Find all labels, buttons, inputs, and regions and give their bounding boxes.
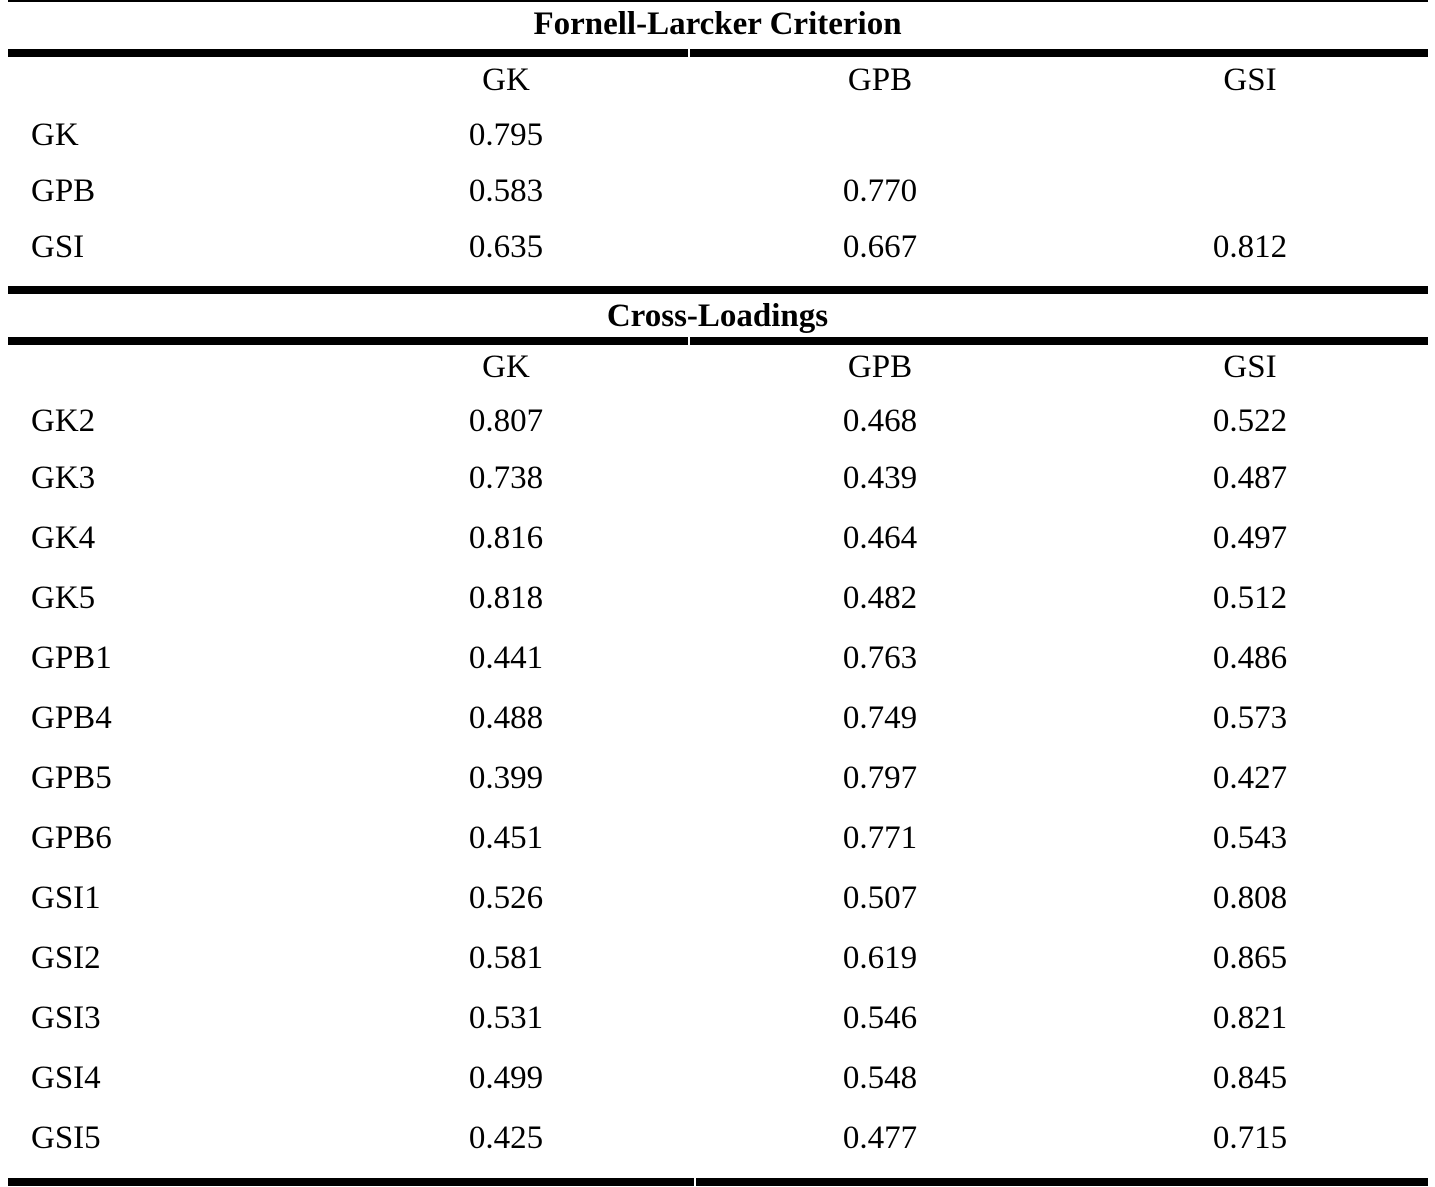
table-cell: 0.818 <box>468 580 544 616</box>
table-cell: 0.845 <box>1212 1060 1288 1096</box>
table-cell: 0.771 <box>842 820 918 856</box>
row-label: GSI4 <box>31 1060 101 1096</box>
row-label: GK3 <box>31 460 96 496</box>
table-cell: 0.715 <box>1212 1120 1288 1156</box>
column-header-gsi: GSI <box>1223 62 1277 98</box>
table-cell: 0.770 <box>842 173 918 209</box>
row-label: GK4 <box>31 520 96 556</box>
bottom-rule <box>8 1178 1428 1186</box>
row-label: GPB1 <box>31 640 112 676</box>
table-cell: 0.821 <box>1212 1000 1288 1036</box>
row-label: GPB6 <box>31 820 112 856</box>
column-header-gk: GK <box>482 349 530 385</box>
table-cell: 0.583 <box>468 173 544 209</box>
table-cell: 0.425 <box>468 1120 544 1156</box>
table-cell: 0.812 <box>1212 229 1288 265</box>
table-cell: 0.507 <box>842 880 918 916</box>
row-label: GSI3 <box>31 1000 101 1036</box>
table-cell: 0.546 <box>842 1000 918 1036</box>
top-rule <box>8 0 1428 2</box>
row-label: GK5 <box>31 580 96 616</box>
column-header-gpb: GPB <box>847 62 913 98</box>
table-cell: 0.573 <box>1212 700 1288 736</box>
row-label: GSI2 <box>31 940 101 976</box>
table-cell: 0.464 <box>842 520 918 556</box>
table-cell: 0.619 <box>842 940 918 976</box>
row-label: GSI <box>31 229 85 265</box>
table-cell: 0.795 <box>468 117 544 153</box>
table-cell: 0.497 <box>1212 520 1288 556</box>
cross-loadings-title: Cross-Loadings <box>606 298 829 334</box>
table-cell: 0.865 <box>1212 940 1288 976</box>
cross-loadings-top-rule <box>8 286 1428 294</box>
row-label: GPB4 <box>31 700 112 736</box>
table-cell: 0.816 <box>468 520 544 556</box>
table-cell: 0.439 <box>842 460 918 496</box>
table-cell: 0.486 <box>1212 640 1288 676</box>
table-cell: 0.531 <box>468 1000 544 1036</box>
table-cell: 0.807 <box>468 403 544 439</box>
table-cell: 0.763 <box>842 640 918 676</box>
table-cell: 0.635 <box>468 229 544 265</box>
table-cell: 0.441 <box>468 640 544 676</box>
row-label: GPB5 <box>31 760 112 796</box>
table-cell: 0.526 <box>468 880 544 916</box>
table-cell: 0.749 <box>842 700 918 736</box>
fornell-larcker-title: Fornell-Larcker Criterion <box>533 6 902 42</box>
table-cell: 0.738 <box>468 460 544 496</box>
column-header-gk: GK <box>482 62 530 98</box>
table-cell: 0.512 <box>1212 580 1288 616</box>
table-cell: 0.581 <box>468 940 544 976</box>
table-cell: 0.488 <box>468 700 544 736</box>
table-cell: 0.482 <box>842 580 918 616</box>
column-header-gpb: GPB <box>847 349 913 385</box>
table-cell: 0.548 <box>842 1060 918 1096</box>
table-cell: 0.399 <box>468 760 544 796</box>
table-cell: 0.468 <box>842 403 918 439</box>
row-label: GSI5 <box>31 1120 101 1156</box>
fornell-larcker-header-rule <box>8 49 1428 57</box>
cross-loadings-header-rule <box>8 337 1428 345</box>
table-cell: 0.797 <box>842 760 918 796</box>
row-label: GSI1 <box>31 880 101 916</box>
table-cell: 0.522 <box>1212 403 1288 439</box>
table-cell: 0.451 <box>468 820 544 856</box>
row-label: GPB <box>31 173 96 209</box>
column-header-gsi: GSI <box>1223 349 1277 385</box>
row-label: GK2 <box>31 403 96 439</box>
table-cell: 0.543 <box>1212 820 1288 856</box>
table-cell: 0.427 <box>1212 760 1288 796</box>
table-cell: 0.477 <box>842 1120 918 1156</box>
table-cell: 0.667 <box>842 229 918 265</box>
row-label: GK <box>31 117 79 153</box>
table-cell: 0.487 <box>1212 460 1288 496</box>
table-cell: 0.808 <box>1212 880 1288 916</box>
table-cell: 0.499 <box>468 1060 544 1096</box>
